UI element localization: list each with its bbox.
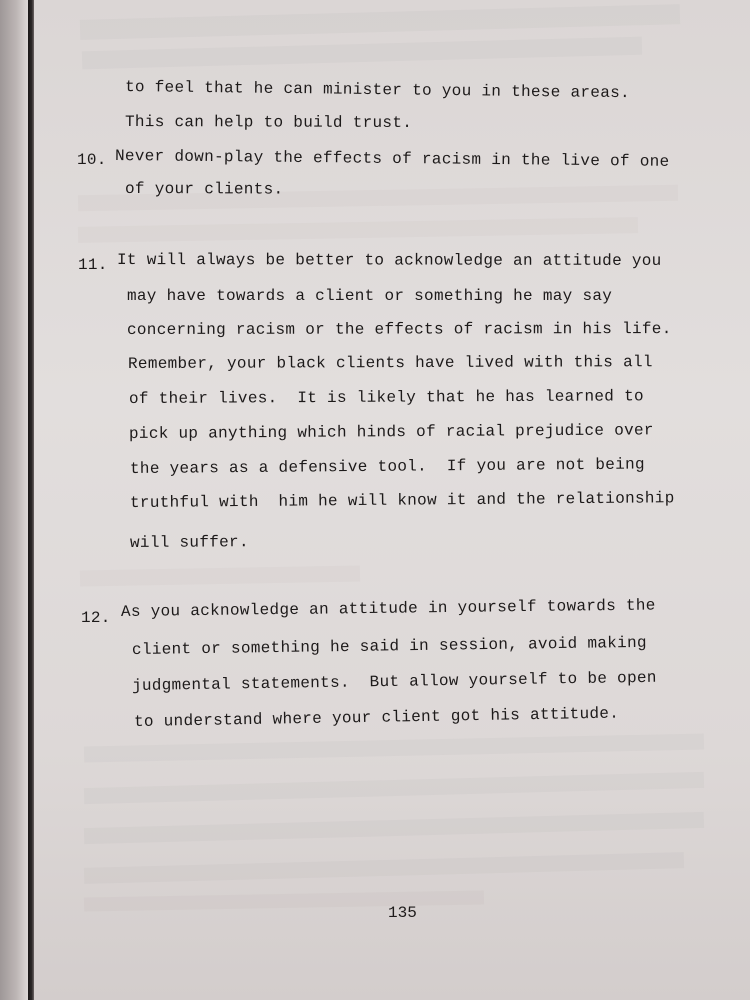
list-item-number: 10. bbox=[77, 151, 107, 169]
list-item-line: the years as a defensive tool. If you are not being bbox=[129, 455, 645, 478]
list-item-line: truthful with him he will know it and the relationship bbox=[129, 489, 675, 512]
continuation-line: to feel that he can minister to you in these areas. bbox=[124, 78, 631, 103]
list-item-line: concerning racism or the effects of racism in his life. bbox=[126, 320, 672, 339]
list-item-line: of your clients. bbox=[124, 180, 284, 199]
list-item-line: judgmental statements. But allow yourself to be open bbox=[131, 668, 657, 695]
list-item-line: Remember, your black clients have lived with this all bbox=[127, 353, 653, 373]
list-item-line: It will always be better to acknowledge an attitude you bbox=[116, 251, 662, 270]
list-item-line: of their lives. It is likely that he has learned to bbox=[128, 387, 644, 408]
page-number: 135 bbox=[388, 904, 417, 922]
list-item-line: client or something he said in session, avoid making bbox=[131, 633, 647, 659]
list-item-line: As you acknowledge an attitude in yourself towards the bbox=[120, 596, 656, 621]
continuation-line: This can help to build trust. bbox=[124, 113, 413, 133]
list-item-line: may have towards a client or something he may say bbox=[127, 287, 613, 305]
list-item-line: will suffer. bbox=[129, 533, 249, 552]
list-item-line: pick up anything which hinds of racial prejudice over bbox=[128, 421, 654, 443]
list-item-line: Never down-play the effects of racism in the live of one bbox=[114, 147, 670, 171]
list-item-number: 12. bbox=[81, 609, 111, 627]
list-item-line: to understand where your client got his attitude. bbox=[133, 704, 620, 731]
list-item-number: 11. bbox=[78, 256, 108, 274]
